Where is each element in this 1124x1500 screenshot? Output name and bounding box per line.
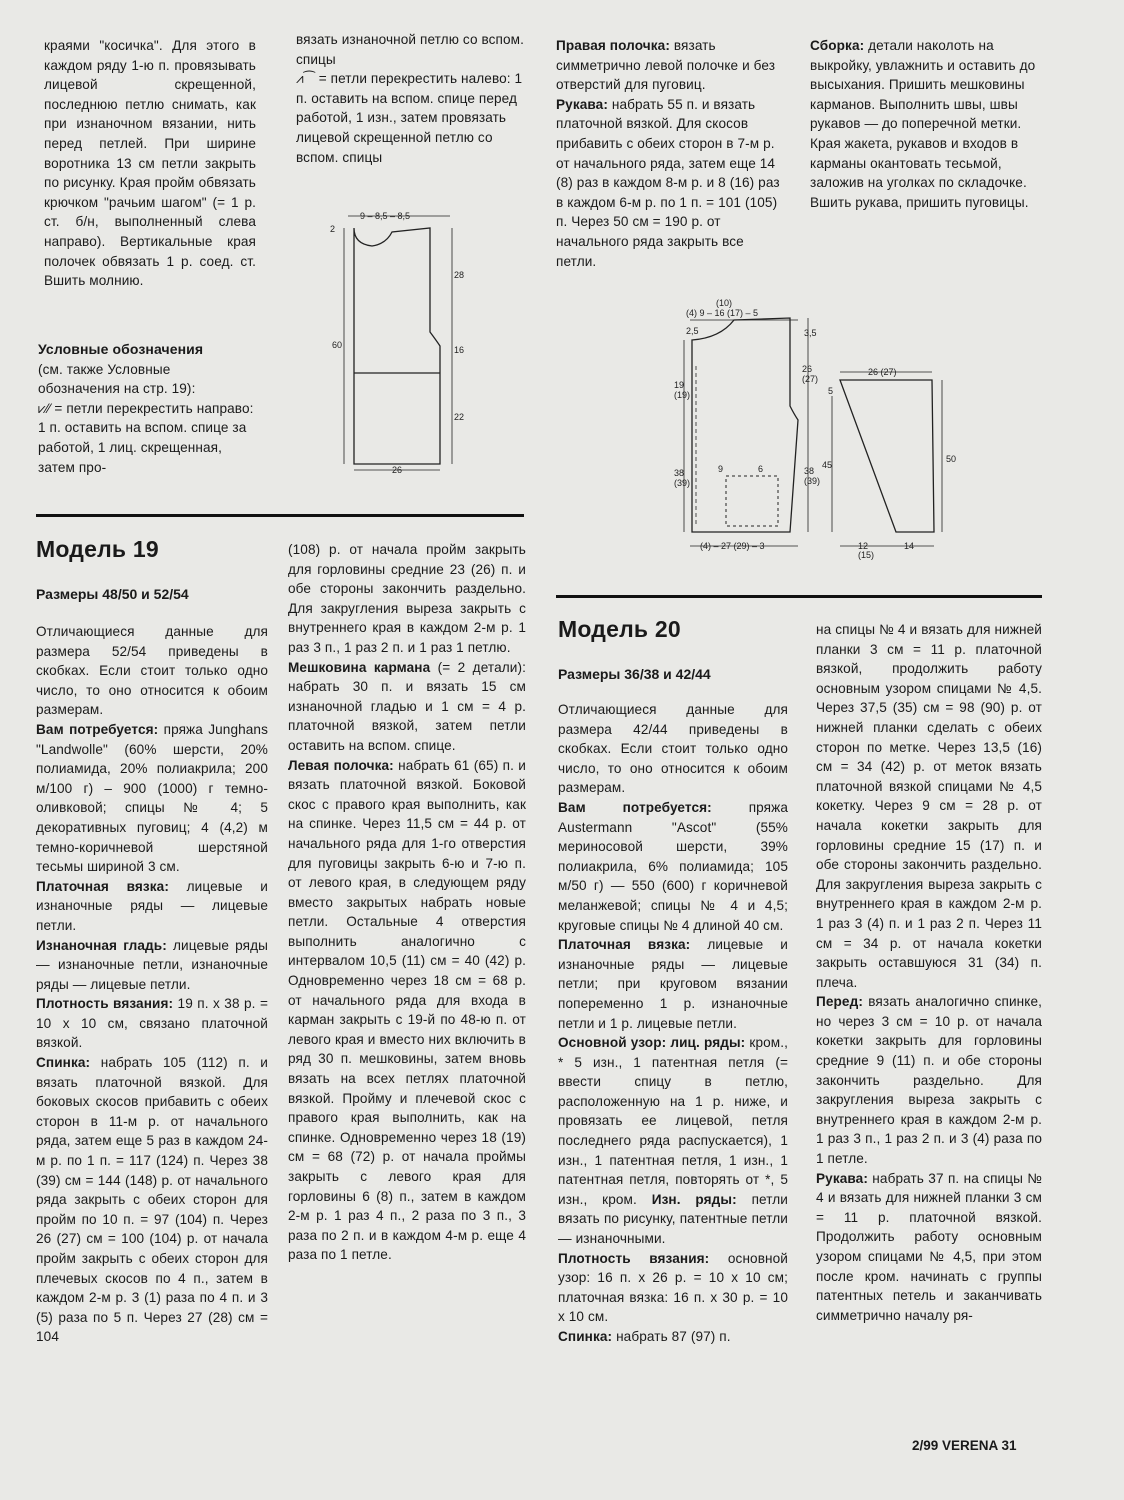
dim-pocket-w2: 6 — [758, 464, 764, 474]
main-text: кром., * 5 изн., 1 патентная петля (= ввести спицу в петлю, расположенную на 1 р. ниже, и провязать ее лицевой, петля последнего ряда распускается), 1 изн., 1 патентная петля, 1 изн., 1 патентная петля, повторять от *, 5 изн., кром. — [558, 1035, 788, 1207]
collar-text: краями "косичка". Для этого в каждом ряду 1-ю п. провязывать лицевой скрещенной, последнюю петлю снимать, как при изнаночном вязании, нить перед петлей. При ширине воротника 13 см петли закрыть по рисунку. Края пройм обвязать крючком "рачьим шагом" (= 1 р. ст. б/н, выполненный слева направо). Вертикальные края полочек обвязать 1 р. соед. ст. Вшить молнию. — [44, 38, 256, 289]
model20-col2 — [816, 620, 1042, 1325]
dim-left-top: 2,5 — [686, 326, 699, 336]
dim-left-low-alt: (39) — [674, 478, 691, 488]
model20-front — [816, 992, 1042, 1168]
model20-garter — [558, 935, 788, 1033]
density-label: Плотность вязания: — [558, 1250, 710, 1266]
sleeve-label: Рукава: — [556, 96, 608, 112]
top-col2 — [296, 30, 526, 167]
need-text: пряжа Austermann "Ascot" (55% мериносовой шерсти, 39% полиакрила, 6% полиамида; 105 м/50 г) — 550 (600) г коричневой меланжевой; спицы № 4 и 4,5; круговые спицы № 4 длиной 40 см. — [558, 799, 788, 933]
back-label: Спинка: — [36, 1055, 91, 1071]
main-purl-text: петли вязать по рисунку, патентные петли — изнаночными. — [558, 1191, 788, 1247]
legend-heading: Условные обозначения — [38, 341, 204, 357]
divider-left — [36, 514, 524, 517]
dim-right-low-alt: (39) — [804, 476, 821, 486]
dim-width: 26 — [392, 465, 403, 475]
dim-left-mid-alt: (19) — [674, 390, 691, 400]
back-label: Спинка: — [558, 1329, 613, 1344]
model19-pocket — [288, 658, 526, 756]
sleeve-side: 45 — [822, 460, 833, 470]
page-footer: 2/99 VERENA 31 — [912, 1438, 1017, 1453]
reverse-label: Изнаночная гладь: — [36, 937, 167, 953]
cross-left-symbol-icon: ⩘⁀ — [296, 71, 315, 87]
model20-density — [558, 1249, 788, 1327]
sleeve-len: 50 — [946, 454, 957, 464]
right-front — [556, 36, 782, 95]
garter-text: лицевые и изнаночные ряды — лицевые петли. — [36, 878, 268, 933]
dim-right-low: 38 — [804, 466, 815, 476]
model20-col1 — [558, 700, 788, 1347]
model19-col2 — [288, 540, 526, 1265]
sleeve-bottom: 12 — [858, 541, 869, 551]
dim-top-note: (10) — [716, 298, 733, 308]
garter-label: Платочная вязка: — [558, 937, 691, 953]
dim-pocket-w: 9 — [718, 464, 724, 474]
sleeve-bottom-r: 14 — [904, 541, 915, 551]
left-label: Левая полочка: — [288, 757, 394, 773]
cross-right-symbol-icon: ⩗⁄⁄ — [38, 400, 51, 416]
model19-left — [288, 756, 526, 1265]
dim-right-top: 3,5 — [804, 328, 817, 338]
assembly-text: детали наколоть на выкройку, увлажнить и оставить до высыхания. Пришить мешковины карманов. Выполнить швы, швы рукавов — до поперечной метки. Края жакета, рукавов и входов в карманы окантовать тесьмой, заложив на уголках по складочке. Вшить рукава, пришить пуговицы. — [810, 38, 1036, 210]
dim-top: (4) 9 – 16 (17) – 5 — [686, 308, 759, 318]
model20-sleeve — [816, 1169, 1042, 1326]
model19-garter — [36, 877, 268, 936]
sleeve-cap: 5 — [828, 386, 834, 396]
legend — [38, 340, 256, 477]
dim-armhole: 28 — [454, 270, 465, 280]
col2-sym — [296, 69, 526, 167]
model20-need — [558, 798, 788, 935]
back-text: набрать 105 (112) п. и вязать платочной вязкой. Для боковых скосов прибавить с обеих сторон в 11-м р. от начального ряда, затем еще 5 раз в каждом 24-м р. по 1 п. = 117 (124) п. Через 38 (39) см = 144 (148) р. от начального ряда закрыть с обеих сторон для пройм по 10 п. = 97 (104) п. Через 26 (27) см = 100 (104) р. от начала пройм закрыть с обеих сторон для плечевых скосов по 4 п., затем в каждом 2-м р. 3 (1) раза по 4 п. и 3 (5) раза по 5 п. Через 27 (28) см = 104 — [36, 1055, 268, 1345]
dim-shoulder: 2 — [330, 224, 336, 234]
sleeve-top: 26 (27) — [868, 367, 897, 377]
back-text: набрать 87 (97) п. — [616, 1329, 731, 1344]
need-label: Вам потребуется: — [558, 799, 712, 815]
dim-armhole-alt: (27) — [802, 374, 819, 384]
dim-armhole: 26 — [802, 364, 813, 374]
back-schematic — [330, 208, 470, 478]
top-col1 — [44, 36, 256, 291]
model20-sizes: Размеры 36/38 и 42/44 — [558, 666, 711, 682]
main-purl-label: Изн. ряды: — [651, 1191, 737, 1207]
model19-col2-text: (108) р. от начала пройм закрыть для горловины средние 23 (26) п. и обе стороны закончить раздельно. Для закругления выреза закрыть с внутреннего края в каждом 2-м р. 1 раз 3 п., 1 раз 2 п. и 1 раз 1 петлю. — [288, 542, 526, 655]
main-label: Основной узор: лиц. ряды: — [558, 1035, 746, 1051]
divider-right — [556, 595, 1042, 598]
garter-label: Платочная вязка: — [36, 878, 169, 894]
dim-bottom: (4) – 27 (29) – 3 — [700, 541, 765, 551]
model20-intro: Отличающиеся данные для размера 42/44 приведены в скобках. Если стоит только одно число, то оно относится к обоим размерам. — [558, 702, 788, 796]
model19-density — [36, 994, 268, 1053]
sleeve-text: набрать 55 п. и вязать платочной вязкой. Для скосов прибавить с обеих сторон в 7-м р. от начального ряда, затем еще 14 (8) раз в каждом 8-м р. и 8 (16) раз в каждом 6-м р. по 1 п. = 101 (105) п. Через 50 см = 190 р. от начального ряда закрыть все петли. — [556, 96, 780, 269]
right-front-label: Правая полочка: — [556, 38, 670, 53]
density-text: основной узор: 16 п. х 26 р. = 10 х 10 см; платочная вязка: 16 п. х 30 р. = 10 х 10 см. — [558, 1250, 788, 1325]
legend-intro: (см. также Условные обозначения на стр. 19): — [38, 361, 196, 397]
model20-back — [558, 1327, 788, 1347]
jacket-schematic — [672, 296, 962, 561]
assembly — [810, 36, 1036, 212]
garter-text: лицевые и изнаночные ряды — лицевые петли; при круговом вязании попеременно 1 р. изнаночные петли и 1 р. лицевые петли. — [558, 937, 788, 1031]
need-label: Вам потребуется: — [36, 721, 159, 737]
model19-sizes: Размеры 48/50 и 52/54 — [36, 586, 189, 602]
model19-col1 — [36, 622, 268, 1347]
model19-intro: Отличающиеся данные для размера 52/54 приведены в скобках. Если стоит только одно число, то оно относится к обоим размерам. — [36, 624, 268, 718]
sleeve-text: набрать 37 п. на спицы № 4 и вязать для нижней планки 3 см = 11 р. платочной вязкой. Продолжить работу основным узором спицами № 4,5, при этом после кром. начинать с группы патентных петель и заканчивать симметрично началу ря- — [816, 1170, 1042, 1323]
assembly-label: Сборка: — [810, 38, 865, 53]
dim-left-mid: 19 — [674, 380, 685, 390]
model19-back — [36, 1053, 268, 1347]
col2-sym-text: = петли перекрестить налево: 1 п. оставить на вспом. спице перед работой, 1 изн., затем провязать лицевой скрещенной петлю со вспом. спицы — [296, 71, 523, 165]
need-text: пряжа Junghans "Landwolle" (60% шерсти, 20% полиамида, 20% полиакрила; 200 м/100 г) – 900 (1000) г темно-оливковой; спицы № 4; 5 декоративных пуговиц; 4 (4,2) м темно-коричневой шерстяной тесьмы шириной 3 см. — [36, 721, 268, 875]
dim-top: 9 – 8,5 – 8,5 — [360, 211, 411, 221]
model19-title: Модель 19 — [36, 536, 159, 562]
sleeve-bottom-alt: (15) — [858, 550, 875, 560]
density-text: 19 п. х 38 р. = 10 х 10 см, связано платочной вязкой. — [36, 996, 268, 1051]
left-text: набрать 61 (65) п. и вязать платочной вязкой. Боковой скос с правого края выполнить, как на спинке. Через 11,5 см = 44 р. от начального ряда для 1-го отверстия для пуговицы закрыть 6-ю и 7-ю п. от левого края, в следующем ряду вместо закрытых набрать новые петли. Остальные 4 отверстия выполнить аналогично с интервалом 10,5 (11) см = 40 (42) р. Одновременно через 18 см = 68 р. от начального ряда для входа в карман закрыть с 19-й по 48-ю п. от левого края и вместо них включить в ряд 30 п. мешковины, затем вновь вязать на всех петлях платочной вязкой. Пройму и плечевой скос с правого края выполнить, как на спинке. Одновременно через 18 (19) см = 68 (72) р. от начала проймы закрыть с левого края для горловины 6 (8) п., затем в каждом 2-м р. 1 раз 4 п., 2 раза по 3 п., 3 раза по 2 п. и в каждом 4-м р. еще 4 раза по 1 петле. — [288, 757, 526, 1263]
col2-text: вязать изнаночной петлю со вспом. спицы — [296, 32, 524, 67]
model20-title: Модель 20 — [558, 616, 681, 642]
dim-height: 60 — [332, 340, 343, 350]
sleeve — [556, 95, 782, 271]
front-text: вязать аналогично спинке, но через 3 см = 10 р. от начала кокетки закрыть для горловины средние 9 (11) п. и обе стороны закончить раздельно. Для закругления выреза закрыть с внутреннего края в каждом 2-м р. 1 раз 3 п., 1 раз 2 п. и 3 (4) раза по 1 петле. — [816, 994, 1042, 1167]
density-label: Плотность вязания: — [36, 996, 174, 1012]
top-col4 — [810, 36, 1036, 212]
model20-main — [558, 1033, 788, 1249]
legend-sym1 — [38, 399, 256, 477]
dim-left-low: 38 — [674, 468, 685, 478]
model19-reverse — [36, 936, 268, 995]
pocket-text: (= 2 детали): набрать 30 п. и вязать 15 см изнаночной гладью и 1 см = 4 р. платочной вязкой, затем петли оставить на вспом. спице. — [288, 659, 526, 753]
right-front-text: вязать симметрично левой полочке и без отверстий для пуговиц. — [556, 38, 776, 93]
sleeve-label: Рукава: — [816, 1170, 868, 1186]
front-label: Перед: — [816, 994, 863, 1010]
model20-col2-text: на спицы № 4 и вязать для нижней планки 3 см = 11 р. платочной вязкой, продолжить работу основным узором спицами № 4,5. Через 37,5 (35) см = 98 (90) р. от нижней планки сделать с обеих сторон по метке. Через 13,5 (16) см = 34 (42) р. от меток вязать платочной вязкой спицами № 4,5 кокетку. Через 9 см = 28 р. от начала кокетки закрыть для горловины средние 15 (17) п. и обе стороны закончить раздельно. Для закругления выреза закрыть с внутреннего края в каждом 2-м р. 1 раз 3 (4) п. и 1 раз 2 п. Через 11 см = 34 р. от начала кокетки закрыть оставшуюся 31 (34) п. плеча. — [816, 622, 1042, 990]
dim-bottom-seg: 22 — [454, 412, 465, 422]
dim-mid: 16 — [454, 345, 465, 355]
pocket-label: Мешковина кармана — [288, 659, 431, 675]
top-col3 — [556, 36, 782, 271]
model19-need — [36, 720, 268, 877]
legend-sym1-text: = петли перекрестить направо: 1 п. оставить на вспом. спице за работой, 1 лиц. скрещенная, затем про- — [38, 400, 254, 475]
reverse-text: лицевые ряды — изнаночные петли, изнаночные ряды — лицевые петли. — [36, 937, 269, 992]
